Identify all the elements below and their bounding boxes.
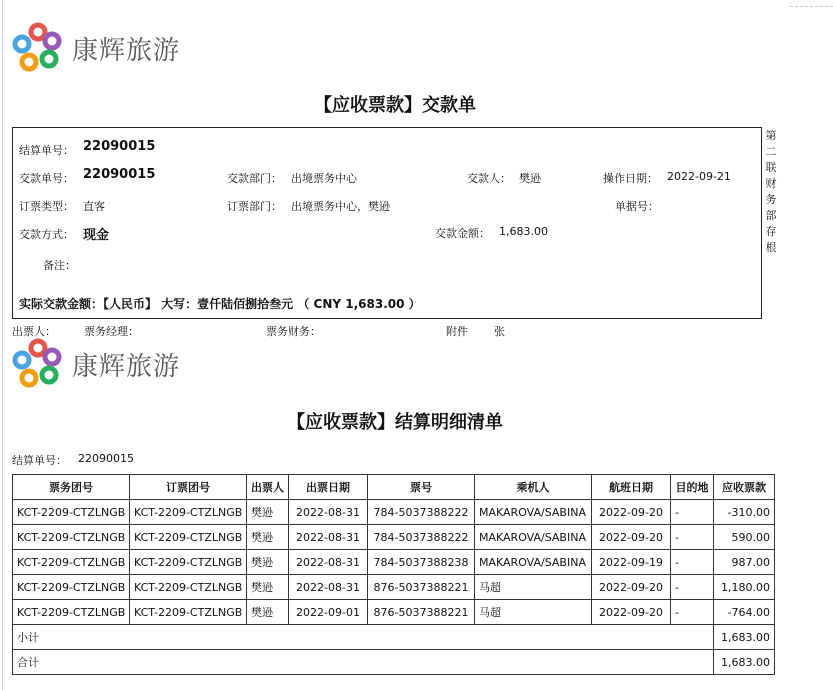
col-header: 出票人 xyxy=(247,475,289,500)
col-header: 航班日期 xyxy=(592,475,671,500)
cell: 樊逊 xyxy=(247,525,289,550)
cell: - xyxy=(671,600,714,625)
cell: 876-5037388221 xyxy=(368,575,475,600)
manager-label: 票务经理： xyxy=(84,325,139,338)
cell: 马超 xyxy=(475,575,592,600)
subtotal-row xyxy=(13,625,775,650)
cell: 2022-09-01 xyxy=(289,600,368,625)
cell: -310.00 xyxy=(714,500,775,525)
cell: 2022-08-31 xyxy=(289,500,368,525)
cell: -764.00 xyxy=(714,600,775,625)
cell: 2022-08-31 xyxy=(289,525,368,550)
cell: KCT-2209-CTZLNGB xyxy=(130,525,247,550)
cell: KCT-2209-CTZLNGB xyxy=(13,550,130,575)
detail-settle-label: 结算单号： xyxy=(12,454,67,467)
type-label: 订票类型： xyxy=(19,200,74,213)
cell: KCT-2209-CTZLNGB xyxy=(13,600,130,625)
copy-note-char: 务 xyxy=(765,193,777,206)
copy-note-char: 部 xyxy=(765,209,777,222)
cell: KCT-2209-CTZLNGB xyxy=(13,575,130,600)
cell: - xyxy=(671,525,714,550)
amount-value: 1,683.00 xyxy=(499,225,548,238)
issuer-label: 出票人： xyxy=(12,325,56,338)
voucher-label: 单据号： xyxy=(615,200,659,213)
detail-settle-no: 22090015 xyxy=(78,452,134,465)
sheets-label: 张 xyxy=(494,325,505,338)
cell: 784-5037388222 xyxy=(368,525,475,550)
cell: MAKAROVA/SABINA xyxy=(475,525,592,550)
cell: - xyxy=(671,500,714,525)
flower-logo-icon xyxy=(12,338,64,390)
table-row xyxy=(13,575,775,600)
cell: 樊逊 xyxy=(247,600,289,625)
pay-no: 22090015 xyxy=(83,167,156,182)
copy-note-char: 存 xyxy=(765,225,777,238)
cell: 2022-09-20 xyxy=(592,575,671,600)
table-row xyxy=(13,525,775,550)
cell: 2022-09-19 xyxy=(592,550,671,575)
remark-label: 备注： xyxy=(43,259,76,272)
brand-logo-2 xyxy=(12,338,180,390)
total-label: 合计 xyxy=(13,650,714,675)
amount-label: 交款金额： xyxy=(435,227,490,240)
cell: KCT-2209-CTZLNGB xyxy=(130,600,247,625)
col-header: 订票团号 xyxy=(130,475,247,500)
cell: 876-5037388221 xyxy=(368,600,475,625)
cell: MAKAROVA/SABINA xyxy=(475,500,592,525)
cell: 1,180.00 xyxy=(714,575,775,600)
cell: KCT-2209-CTZLNGB xyxy=(13,525,130,550)
copy-note-char: 二 xyxy=(765,145,777,158)
payer-label: 交款人： xyxy=(467,172,511,185)
dept-label: 交款部门： xyxy=(227,172,282,185)
settle-label: 结算单号： xyxy=(19,144,74,157)
page-top-dashed-line xyxy=(790,6,833,7)
method-label: 交款方式： xyxy=(19,228,74,241)
pay-label: 交款单号： xyxy=(19,172,74,185)
cell: 784-5037388238 xyxy=(368,550,475,575)
cell: KCT-2209-CTZLNGB xyxy=(130,575,247,600)
cell: 784-5037388222 xyxy=(368,500,475,525)
bookdept-label: 订票部门： xyxy=(227,200,282,213)
cell: 樊逊 xyxy=(247,550,289,575)
cell: MAKAROVA/SABINA xyxy=(475,550,592,575)
dept-value: 出境票务中心 xyxy=(291,172,357,185)
col-header: 出票日期 xyxy=(289,475,368,500)
cell: KCT-2209-CTZLNGB xyxy=(130,500,247,525)
cell: 2022-09-20 xyxy=(592,525,671,550)
brand-name: 康辉旅游 xyxy=(72,35,181,66)
cell: 樊逊 xyxy=(247,500,289,525)
bookdept-value: 出境票务中心，樊逊 xyxy=(291,200,390,213)
payer-value: 樊逊 xyxy=(519,172,541,185)
table-row xyxy=(13,600,775,625)
opdate-value: 2022-09-21 xyxy=(667,170,731,183)
col-header: 乘机人 xyxy=(475,475,592,500)
actual-amount: 实际交款金额：【人民币】 大写：壹仟陆佰捌拾叁元 （ CNY 1,683.00 ） xyxy=(19,297,421,311)
copy-note-char: 联 xyxy=(765,161,777,174)
copy-note-char: 第 xyxy=(765,129,777,142)
detail-title: 【应收票款】结算明细清单 xyxy=(287,412,503,433)
copy-note-char: 根 xyxy=(765,241,777,254)
cell: 2022-08-31 xyxy=(289,575,368,600)
col-header: 目的地 xyxy=(671,475,714,500)
finance-label: 票务财务： xyxy=(266,325,321,338)
col-header: 应收票款 xyxy=(714,475,775,500)
total-value: 1,683.00 xyxy=(714,650,775,675)
total-row xyxy=(13,650,775,675)
cell: 马超 xyxy=(475,600,592,625)
attach-label: 附件 xyxy=(446,325,468,338)
type-value: 直客 xyxy=(83,200,105,213)
cell: KCT-2209-CTZLNGB xyxy=(13,500,130,525)
table-header-row xyxy=(13,475,775,500)
copy-note-char: 财 xyxy=(765,177,777,190)
cell: KCT-2209-CTZLNGB xyxy=(130,550,247,575)
cell: - xyxy=(671,575,714,600)
cell: 樊逊 xyxy=(247,575,289,600)
method-value: 现金 xyxy=(83,228,110,243)
cell: - xyxy=(671,550,714,575)
settle-no: 22090015 xyxy=(83,139,156,154)
subtotal-value: 1,683.00 xyxy=(714,625,775,650)
copy-note xyxy=(764,128,778,256)
table-row xyxy=(13,500,775,525)
subtotal-label: 小计 xyxy=(13,625,714,650)
cell: 590.00 xyxy=(714,525,775,550)
col-header: 票号 xyxy=(368,475,475,500)
opdate-label: 操作日期： xyxy=(603,172,658,185)
cell: 2022-09-20 xyxy=(592,500,671,525)
col-header: 票务团号 xyxy=(13,475,130,500)
flower-logo-icon xyxy=(12,22,64,74)
brand-logo xyxy=(12,22,180,74)
brand-name: 康辉旅游 xyxy=(72,351,181,382)
receipt-title: 【应收票款】交款单 xyxy=(314,95,476,116)
detail-table xyxy=(12,474,775,675)
cell: 2022-08-31 xyxy=(289,550,368,575)
cell: 2022-09-20 xyxy=(592,600,671,625)
table-row xyxy=(13,550,775,575)
cell: 987.00 xyxy=(714,550,775,575)
receipt-box xyxy=(12,127,762,319)
